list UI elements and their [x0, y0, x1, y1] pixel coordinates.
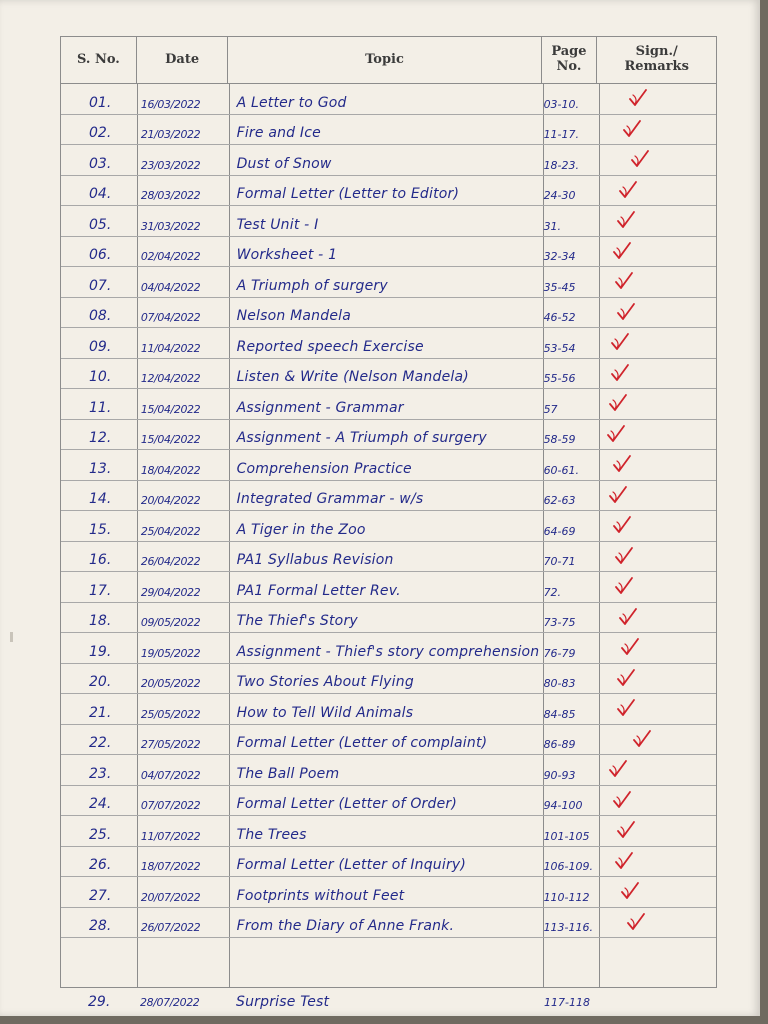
date-cell: 19/05/2022	[140, 646, 201, 660]
page-number-cell: 03-10.	[543, 97, 580, 111]
sign-remarks-cell	[597, 572, 716, 602]
table-row	[61, 420, 716, 451]
table-row	[61, 572, 716, 603]
red-tick-mark-icon	[613, 545, 635, 567]
red-tick-mark-icon	[607, 484, 629, 506]
table-row	[61, 389, 716, 420]
red-tick-mark-icon	[605, 423, 627, 445]
date-cell: 15/04/2022	[140, 433, 201, 446]
topic-cell: A Triumph of surgery	[236, 277, 388, 294]
date-cell: 07/04/2022	[140, 311, 201, 324]
date-cell: 07/07/2022	[140, 799, 201, 812]
red-tick-mark-icon	[615, 819, 637, 841]
page-number-cell: 73-75	[543, 616, 576, 629]
red-tick-mark-icon	[629, 148, 651, 170]
topic-cell: The Thief's Story	[236, 613, 358, 629]
page-number-cell: 60-61.	[543, 463, 580, 477]
red-tick-mark-icon	[631, 728, 653, 750]
header-date: Date	[137, 37, 229, 83]
sign-remarks-cell	[597, 267, 716, 297]
topic-cell: Formal Letter (Letter to Editor)	[236, 186, 460, 202]
date-cell: 11/04/2022	[140, 341, 201, 355]
table-row	[61, 84, 716, 115]
red-tick-mark-icon	[615, 209, 637, 231]
page-number-cell: 84-85	[543, 707, 576, 721]
sign-remarks-cell	[597, 908, 716, 938]
serial-number-cell: 09.	[89, 338, 112, 355]
page-number-cell: 90-93	[543, 768, 576, 782]
sign-remarks-cell	[597, 755, 716, 785]
sign-remarks-cell	[597, 786, 716, 816]
header-topic: Topic	[228, 37, 541, 83]
date-cell: 18/04/2022	[140, 463, 201, 477]
topic-cell: PA1 Formal Letter Rev.	[236, 582, 401, 599]
page-number-cell: 101-105	[543, 829, 590, 843]
serial-number-cell: 20.	[89, 674, 112, 690]
sign-remarks-cell	[597, 816, 716, 846]
topic-cell: Assignment - A Triumph of surgery	[236, 430, 487, 446]
sign-remarks-cell	[597, 176, 716, 206]
serial-number-cell: 18.	[89, 613, 112, 629]
red-tick-mark-icon	[609, 331, 631, 353]
date-cell: 25/05/2022	[140, 707, 201, 721]
topic-cell: Footprints without Feet	[236, 887, 405, 904]
table-row	[61, 816, 716, 847]
page-number-cell: 57	[543, 402, 558, 416]
topic-cell: How to Tell Wild Animals	[236, 704, 414, 721]
red-tick-mark-icon	[611, 453, 633, 475]
topic-cell: Assignment - Grammar	[236, 399, 404, 416]
topic-cell: Two Stories About Flying	[236, 674, 414, 690]
topic-cell: Integrated Grammar - w/s	[236, 491, 424, 507]
serial-number-cell: 28.	[89, 918, 112, 934]
page-number-cell: 53-54	[543, 341, 576, 355]
page-number-cell: 46-52	[543, 311, 576, 324]
sign-remarks-cell	[597, 206, 716, 236]
extra-date: 28/07/2022	[140, 995, 200, 1009]
table-row	[61, 450, 716, 481]
sign-remarks-cell	[597, 633, 716, 663]
extra-topic: Surprise Test	[236, 994, 330, 1010]
date-cell: 28/03/2022	[140, 189, 201, 202]
date-cell: 15/04/2022	[140, 402, 201, 416]
red-tick-mark-icon	[607, 758, 629, 780]
table-row	[61, 206, 716, 237]
date-cell: 09/05/2022	[140, 616, 201, 629]
table-row	[61, 298, 716, 329]
serial-number-cell: 03.	[89, 155, 112, 172]
serial-number-cell: 02.	[89, 125, 112, 141]
red-tick-mark-icon	[615, 697, 637, 719]
serial-number-cell: 23.	[89, 765, 112, 782]
header-serial-number: S. No.	[61, 37, 137, 83]
table-row	[61, 481, 716, 512]
topic-cell: Listen & Write (Nelson Mandela)	[236, 369, 469, 385]
date-cell: 29/04/2022	[140, 585, 201, 599]
sign-remarks-cell	[597, 298, 716, 328]
sign-remarks-cell	[597, 481, 716, 511]
date-cell: 26/07/2022	[140, 921, 201, 934]
sign-remarks-cell	[597, 359, 716, 389]
red-tick-mark-icon	[611, 240, 633, 262]
sign-remarks-cell	[597, 847, 716, 877]
red-tick-mark-icon	[615, 667, 637, 689]
date-cell: 12/04/2022	[140, 372, 201, 385]
topic-cell: Formal Letter (Letter of complaint)	[236, 735, 488, 751]
page-number-cell: 113-116.	[543, 921, 594, 934]
table-row	[61, 755, 716, 786]
red-tick-mark-icon	[609, 362, 631, 384]
red-tick-mark-icon	[607, 392, 629, 414]
sign-remarks-cell	[597, 237, 716, 267]
serial-number-cell: 04.	[89, 186, 112, 202]
table-row	[61, 328, 716, 359]
date-cell: 26/04/2022	[140, 555, 201, 568]
header-page-number: Page No.	[542, 37, 598, 83]
page-number-cell: 80-83	[543, 677, 576, 690]
topic-cell: Worksheet - 1	[236, 247, 338, 263]
page-number-cell: 55-56	[543, 372, 576, 385]
table-row	[61, 542, 716, 573]
topic-cell: A Letter to God	[236, 94, 347, 111]
topic-cell: Comprehension Practice	[236, 460, 412, 477]
sign-remarks-cell	[597, 664, 716, 694]
extra-page-number: 117-118	[544, 995, 590, 1009]
table-row	[61, 847, 716, 878]
serial-number-cell: 22.	[89, 735, 112, 751]
table-row	[61, 908, 716, 939]
table-row	[61, 145, 716, 176]
table-row	[61, 633, 716, 664]
sign-remarks-cell	[597, 725, 716, 755]
table-header-row	[61, 36, 716, 84]
page-number-cell: 76-79	[543, 646, 576, 660]
date-cell: 02/04/2022	[140, 250, 201, 263]
serial-number-cell: 21.	[89, 704, 112, 721]
date-cell: 23/03/2022	[140, 158, 201, 172]
page-number-cell: 18-23.	[543, 158, 580, 172]
page-number-cell: 35-45	[543, 280, 576, 294]
sign-remarks-cell	[597, 694, 716, 724]
date-cell: 04/04/2022	[140, 280, 201, 294]
topic-cell: Formal Letter (Letter of Inquiry)	[236, 857, 467, 873]
topic-cell: Formal Letter (Letter of Order)	[236, 796, 458, 812]
table-row	[61, 359, 716, 390]
serial-number-cell: 19.	[89, 643, 112, 660]
page-number-cell: 106-109.	[543, 860, 594, 873]
serial-number-cell: 05.	[89, 216, 112, 233]
sign-remarks-cell	[597, 115, 716, 145]
serial-number-cell: 12.	[89, 430, 112, 446]
table-row	[61, 877, 716, 908]
red-tick-mark-icon	[611, 789, 633, 811]
date-cell: 27/05/2022	[140, 738, 201, 751]
table-row	[61, 511, 716, 542]
sign-remarks-cell	[597, 389, 716, 419]
date-cell: 16/03/2022	[140, 97, 201, 111]
topic-cell: Fire and Ice	[236, 125, 321, 141]
topic-cell: The Trees	[236, 826, 307, 843]
page-number-cell: 62-63	[543, 494, 576, 507]
red-tick-mark-icon	[613, 270, 635, 292]
topic-cell: A Tiger in the Zoo	[236, 521, 366, 538]
page-number-cell: 94-100	[543, 799, 583, 812]
date-cell: 20/04/2022	[140, 494, 201, 507]
serial-number-cell: 11.	[89, 399, 112, 416]
table-row	[61, 237, 716, 268]
topic-cell: Test Unit - I	[236, 216, 319, 233]
red-tick-mark-icon	[627, 87, 649, 109]
page-number-cell: 72.	[543, 585, 562, 599]
page-number-cell: 32-34	[543, 250, 576, 263]
serial-number-cell: 08.	[89, 308, 112, 324]
red-tick-mark-icon	[611, 514, 633, 536]
sign-remarks-cell	[597, 603, 716, 633]
date-cell: 04/07/2022	[140, 768, 201, 782]
serial-number-cell: 16.	[89, 552, 112, 568]
page-number-cell: 64-69	[543, 524, 576, 538]
index-table	[60, 36, 717, 988]
table-row	[61, 176, 716, 207]
red-tick-mark-icon	[625, 911, 647, 933]
extra-serial-number: 29.	[88, 994, 111, 1010]
sign-remarks-cell	[597, 542, 716, 572]
topic-cell: Reported speech Exercise	[236, 338, 424, 355]
red-tick-mark-icon	[617, 179, 639, 201]
date-cell: 25/04/2022	[140, 524, 201, 538]
serial-number-cell: 25.	[89, 826, 112, 843]
table-row	[61, 603, 716, 634]
page-number-cell: 24-30	[543, 189, 576, 202]
header-sign-remarks: Sign./ Remarks	[624, 44, 689, 74]
red-tick-mark-icon	[619, 636, 641, 658]
date-cell: 31/03/2022	[140, 219, 201, 233]
red-tick-mark-icon	[613, 575, 635, 597]
sign-remarks-cell	[597, 145, 716, 175]
topic-cell: The Ball Poem	[236, 765, 340, 782]
sign-remarks-cell	[597, 511, 716, 541]
topic-cell: Assignment - Thief's story comprehension	[236, 643, 540, 660]
page-number-cell: 11-17.	[543, 128, 580, 141]
page-number-cell: 86-89	[543, 738, 576, 751]
sign-remarks-cell	[597, 328, 716, 358]
serial-number-cell: 06.	[89, 247, 112, 263]
serial-number-cell: 15.	[89, 521, 112, 538]
table-row	[61, 115, 716, 146]
topic-cell: Nelson Mandela	[236, 308, 352, 324]
topic-cell: Dust of Snow	[236, 155, 332, 172]
sign-remarks-cell	[597, 84, 716, 114]
serial-number-cell: 26.	[89, 857, 112, 873]
serial-number-cell: 10.	[89, 369, 112, 385]
serial-number-cell: 17.	[89, 582, 112, 599]
date-cell: 11/07/2022	[140, 829, 201, 843]
topic-cell: From the Diary of Anne Frank.	[236, 918, 455, 934]
table-row	[61, 664, 716, 695]
serial-number-cell: 01.	[89, 94, 112, 111]
date-cell: 18/07/2022	[140, 860, 201, 873]
sign-remarks-cell	[597, 877, 716, 907]
red-tick-mark-icon	[615, 301, 637, 323]
serial-number-cell: 14.	[89, 491, 112, 507]
red-tick-mark-icon	[621, 118, 643, 140]
serial-number-cell: 13.	[89, 460, 112, 477]
date-cell: 21/03/2022	[140, 128, 201, 141]
date-cell: 20/05/2022	[140, 677, 201, 690]
serial-number-cell: 07.	[89, 277, 112, 294]
table-row	[61, 786, 716, 817]
serial-number-cell: 27.	[89, 887, 112, 904]
red-tick-mark-icon	[613, 850, 635, 872]
page-number-cell: 31.	[543, 219, 562, 233]
serial-number-cell: 24.	[89, 796, 112, 812]
red-tick-mark-icon	[617, 606, 639, 628]
paper-crease	[10, 632, 13, 642]
page-number-cell: 58-59	[543, 433, 576, 446]
table-row	[61, 725, 716, 756]
table-body	[61, 84, 716, 938]
table-row	[61, 694, 716, 725]
red-tick-mark-icon	[619, 880, 641, 902]
table-row	[61, 267, 716, 298]
page-number-cell: 110-112	[543, 890, 590, 904]
sign-remarks-cell	[597, 420, 716, 450]
topic-cell: PA1 Syllabus Revision	[236, 552, 394, 568]
sign-remarks-cell	[597, 450, 716, 480]
page-number-cell: 70-71	[543, 555, 576, 568]
handwritten-extra-row	[60, 988, 717, 1016]
date-cell: 20/07/2022	[140, 890, 201, 904]
